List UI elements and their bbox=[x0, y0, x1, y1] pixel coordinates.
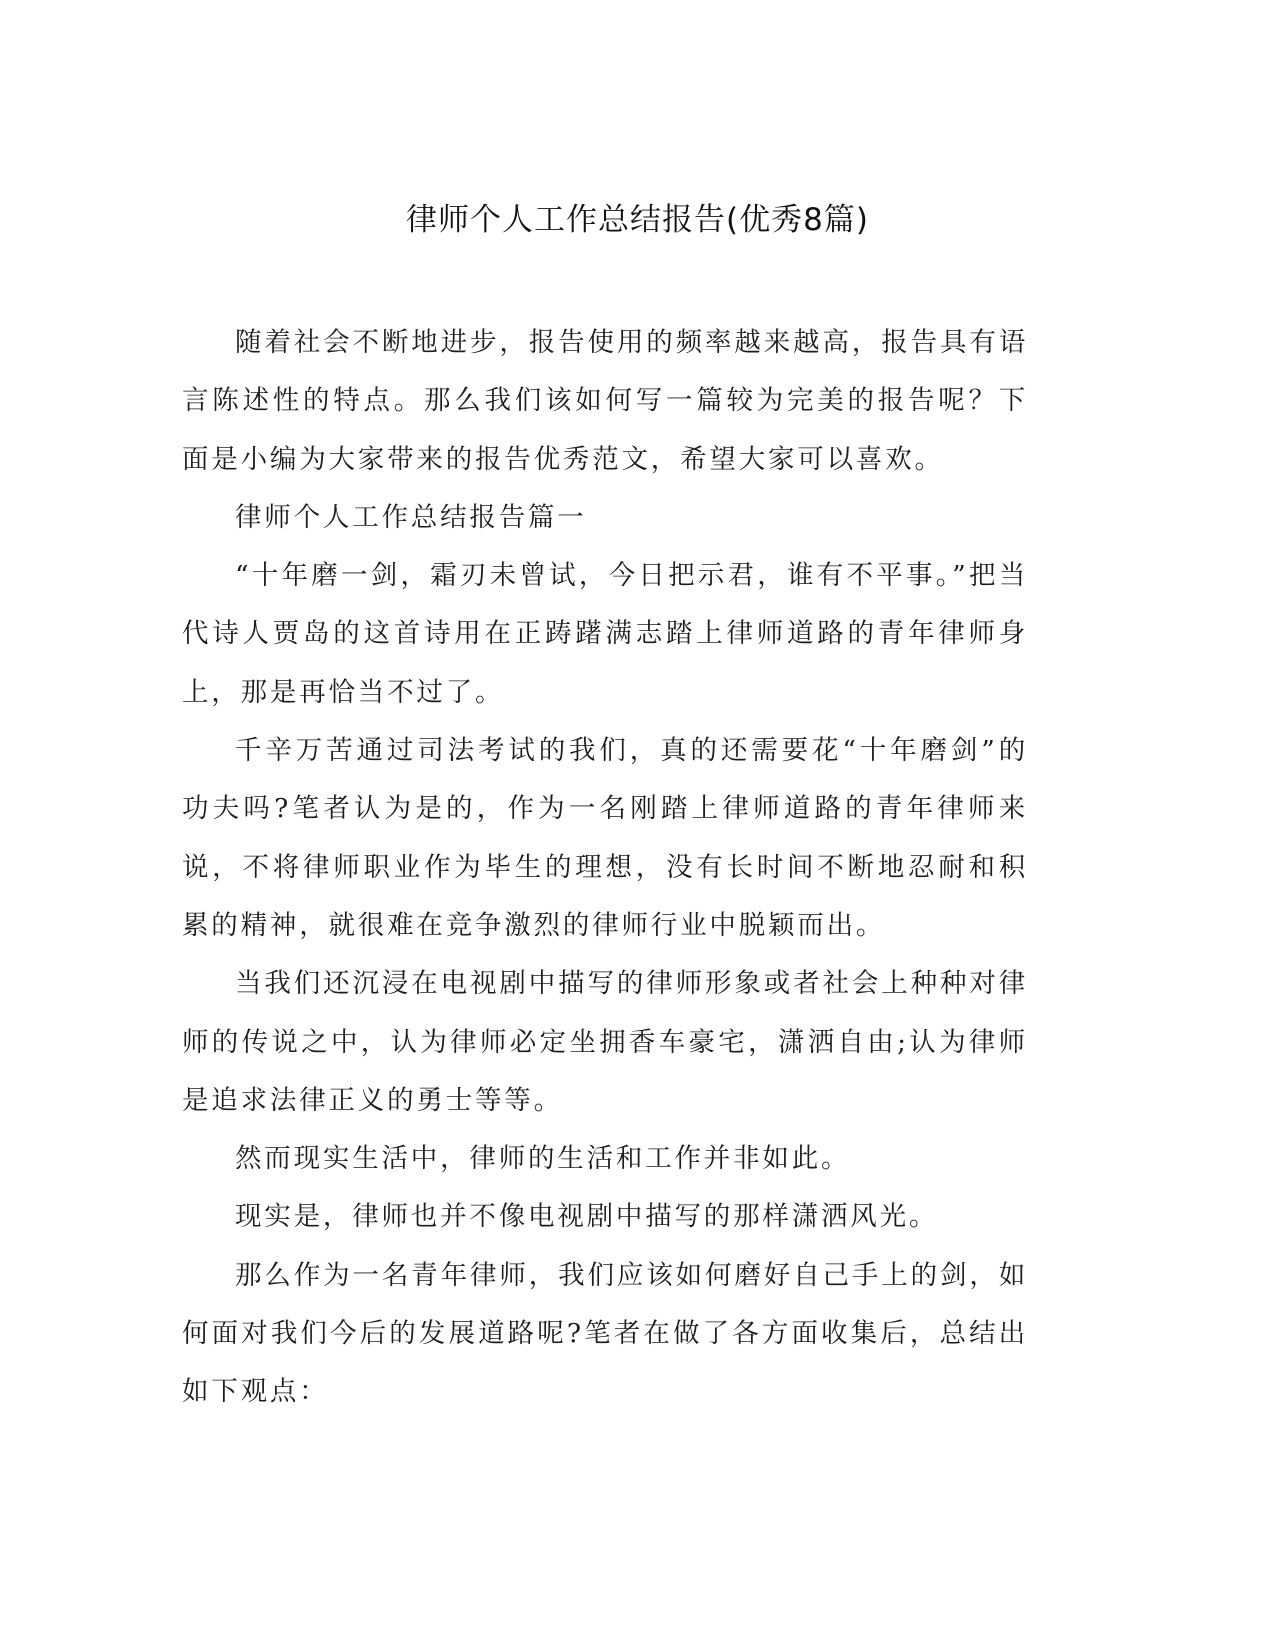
body-paragraph: 千辛万苦通过司法考试的我们，真的还需要花“十年磨剑”的功夫吗?笔者认为是的，作为一名刚踏上律师道路的青年律师来说，不将律师职业作为毕生的理想，没有长时间不断地忍耐和积累的精神，就很难在竞争激烈的律师行业中脱颖而出。 bbox=[182, 735, 1028, 941]
body-paragraph: “十年磨一剑，霜刃未曾试，今日把示君，谁有不平事。”把当代诗人贾岛的这首诗用在正踌躇满志踏上律师道路的青年律师身上，那是再恰当不过了。 bbox=[182, 560, 1028, 708]
section-heading: 律师个人工作总结报告篇一 bbox=[235, 501, 587, 533]
body-paragraph: 当我们还沉浸在电视剧中描写的律师形象或者社会上种种对律师的传说之中，认为律师必定坐拥香车豪宅，潇洒自由;认为律师是追求法律正义的勇士等等。 bbox=[182, 968, 1028, 1116]
body-paragraph: 那么作为一名青年律师，我们应该如何磨好自己手上的剑，如何面对我们今后的发展道路呢?笔者在做了各方面收集后，总结出如下观点： bbox=[182, 1259, 1028, 1408]
body-paragraph: 现实是，律师也并不像电视剧中描写的那样潇洒风光。 bbox=[235, 1201, 939, 1233]
body-paragraph: 然而现实生活中，律师的生活和工作并非如此。 bbox=[235, 1143, 851, 1175]
document-title: 律师个人工作总结报告(优秀8篇) bbox=[406, 202, 869, 238]
document-body bbox=[182, 314, 1028, 1422]
intro-paragraph: 随着社会不断地进步，报告使用的频率越来越高，报告具有语言陈述性的特点。那么我们该如何写一篇较为完美的报告呢？下面是小编为大家带来的报告优秀范文，希望大家可以喜欢。 bbox=[182, 327, 1028, 475]
